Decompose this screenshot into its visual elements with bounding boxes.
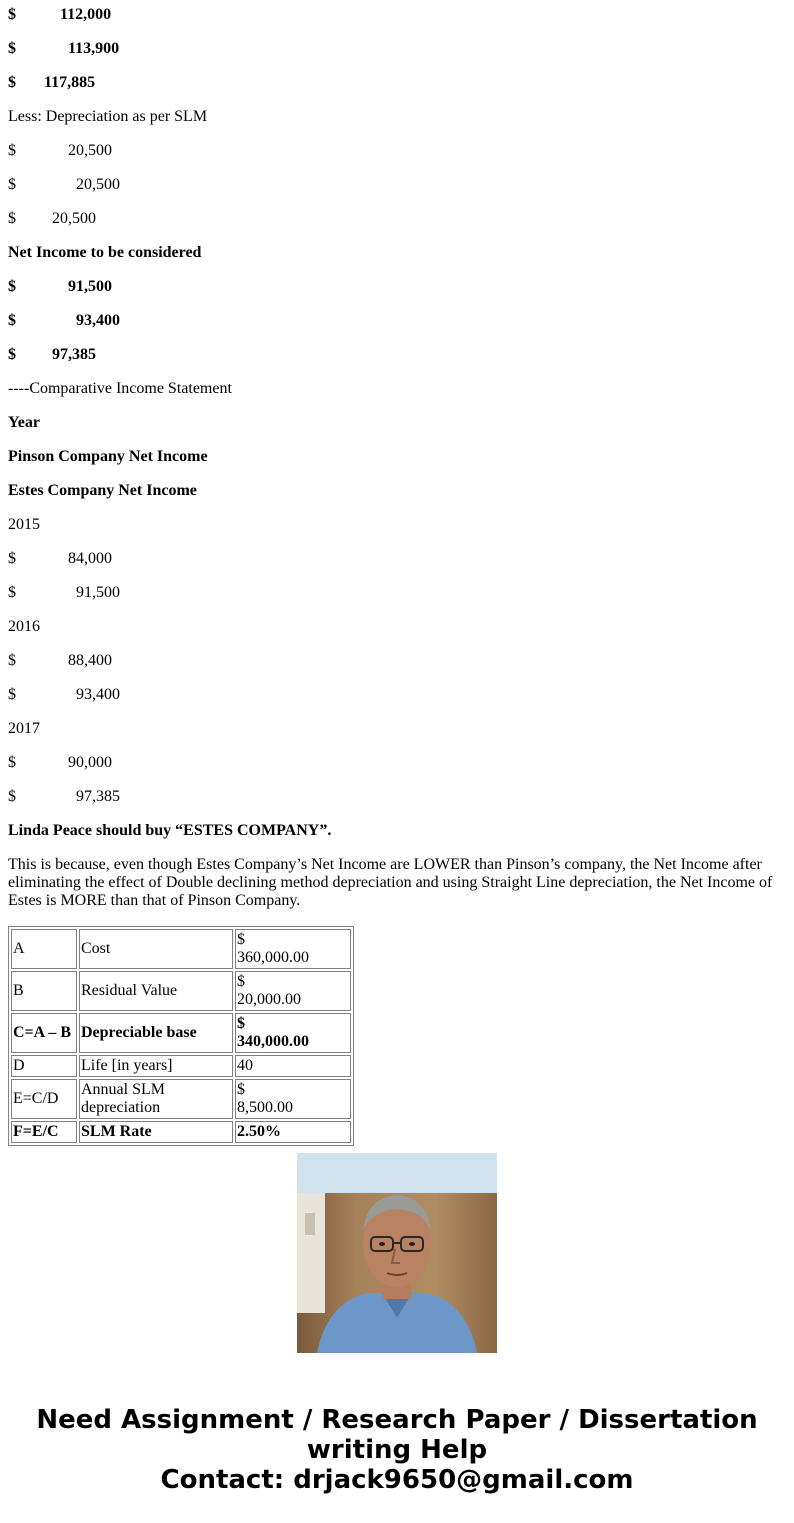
estes-value: $ 93,400 [8,686,120,703]
row-value: 2.50% [235,1121,351,1143]
footer-banner [0,1405,794,1495]
row-code: F=E/C [11,1121,77,1143]
amount-row: $ 91,500 [8,278,112,295]
row-value: $ 20,000.00 [235,971,351,1011]
recommendation: Linda Peace should buy “ESTES COMPANY”. [8,822,332,839]
less-depreciation-label: Less: Depreciation as per SLM [8,108,208,125]
table-row [11,1079,351,1119]
row-value: 40 [235,1055,351,1077]
amount-row: $ 113,900 [8,40,120,57]
amount-row: $ 20,500 [8,142,112,159]
person-portrait-icon [297,1153,497,1353]
amount-row: $ 20,500 [8,176,120,193]
comparative-title: ----Comparative Income Statement [8,380,232,397]
header-pinson: Pinson Company Net Income [8,448,208,465]
table-row [11,971,351,1011]
row-label: SLM Rate [79,1121,233,1143]
estes-value: $ 97,385 [8,788,120,805]
row-label: Residual Value [79,971,233,1011]
amount-row: $ 112,000 [8,6,112,23]
tutor-avatar [297,1153,497,1353]
row-code: D [11,1055,77,1077]
header-year: Year [8,414,40,431]
row-code: B [11,971,77,1011]
footer-contact: Contact: drjack9650@gmail.com [160,1465,634,1495]
row-value: $ 8,500.00 [235,1079,351,1119]
year-label: 2015 [8,516,40,533]
table-row [11,929,351,969]
table-row [11,1121,351,1143]
row-label: Life [in years] [79,1055,233,1077]
row-value: $ 360,000.00 [235,929,351,969]
row-label: Annual SLM depreciation [79,1079,233,1119]
pinson-value: $ 84,000 [8,550,112,567]
slm-table [8,926,354,1146]
row-label: Cost [79,929,233,969]
net-income-label: Net Income to be considered [8,244,202,261]
row-value: $ 340,000.00 [235,1013,351,1053]
year-label: 2017 [8,720,40,737]
year-label: 2016 [8,618,40,635]
table-row [11,1055,351,1077]
amount-row: $ 20,500 [8,210,96,227]
amount-row: $ 93,400 [8,312,120,329]
header-estes: Estes Company Net Income [8,482,197,499]
pinson-value: $ 88,400 [8,652,112,669]
amount-row: $ 97,385 [8,346,96,363]
footer-line: Need Assignment / Research Paper / Dissertation [36,1405,758,1435]
row-code: A [11,929,77,969]
document-content [8,0,786,1140]
pinson-value: $ 90,000 [8,754,112,771]
row-code: C=A – B [11,1013,77,1053]
explanation-paragraph: This is because, even though Estes Company’s Net Income are LOWER than Pinson’s company, the Net Income after eliminating the effect of Double declining method depreciation and using Straight Line depreciation, the Net Income of Estes is MORE than that of Pinson Company. [8,856,773,909]
row-label: Depreciable base [79,1013,233,1053]
row-code: E=C/D [11,1079,77,1119]
footer-line: writing Help [306,1435,488,1465]
estes-value: $ 91,500 [8,584,120,601]
amount-row: $ 117,885 [8,74,96,91]
table-row [11,1013,351,1053]
